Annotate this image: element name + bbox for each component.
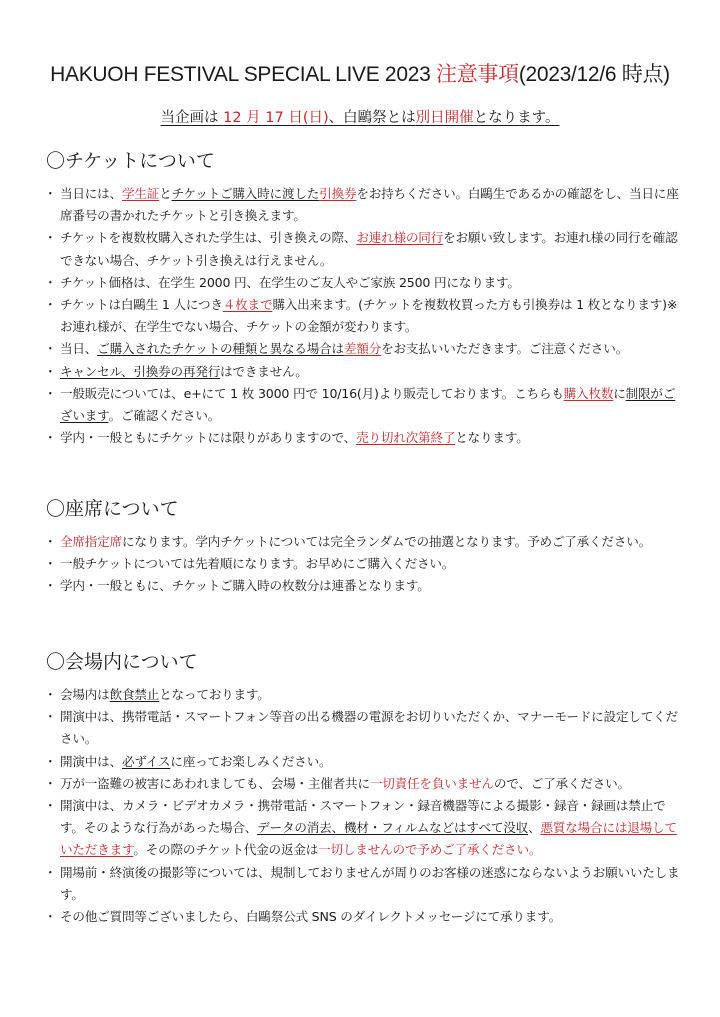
list-item [46, 383, 686, 427]
text-segment: 必ずイス [121, 753, 171, 769]
text-segment: ので、ご了承ください。 [493, 775, 630, 791]
subtitle-segment: 12 月 17 日(日) [223, 110, 329, 126]
text-segment: 悪質な場合には退場していただきます [60, 820, 677, 858]
text-segment: 開場前・終演後の撮影等については、規制しておりませんが周りのお客様の迷惑にならないようお願いいたします。 [60, 864, 680, 902]
subtitle-segment: となります。 [473, 110, 560, 126]
text-segment: 。ご確認ください。 [108, 408, 221, 424]
subtitle-segment: 別日開催 [415, 110, 474, 126]
list-item [46, 862, 686, 906]
text-segment: チケットご購入時に渡した [171, 186, 320, 201]
text-segment: 会場内は [60, 687, 110, 702]
text-segment: 一般チケットについては先着順になります。お早めにご購入ください。 [60, 556, 455, 572]
text-segment: をお支払いいただきます。ご注意ください。 [381, 341, 628, 357]
section-heading: 〇チケットについて [46, 150, 215, 172]
list-item [46, 294, 686, 338]
list-item [46, 227, 686, 271]
text-segment: 学内・一般ともにチケットには限りがありますので、 [60, 430, 357, 446]
event-date-text [161, 110, 560, 126]
text-segment: キャンセル、引換券の再発行 [60, 363, 221, 379]
text-segment: はできません。 [220, 363, 308, 379]
text-segment: と [159, 186, 172, 201]
list-item [46, 531, 686, 553]
text-segment: 一切しませんので予めご了承ください。 [318, 842, 542, 858]
title-notice: 注意事項 [436, 63, 519, 86]
section-heading: 〇座席について [46, 498, 179, 520]
event-date-notice [0, 106, 720, 127]
text-segment: 当日には、 [60, 186, 122, 201]
text-segment: チケットを複数枚購入された学生は、引き換えの際、 [60, 230, 357, 246]
subtitle-segment: 、白鷗祭とは [328, 110, 416, 126]
section-seats [46, 494, 686, 598]
title-main: HAKUOH FESTIVAL SPECIAL LIVE 2023 [50, 63, 436, 86]
text-segment: 学内・一般ともに、チケットご購入時の枚数分は連番となります。 [60, 578, 430, 594]
list-item [46, 361, 686, 383]
text-segment: 一切責任を負いません [369, 775, 494, 791]
text-segment: 購入枚数 [563, 385, 614, 401]
text-segment: 。その際のチケット代金の返金は [133, 842, 319, 858]
text-segment: データの消去、機材・フィルムなどはすべて没収 [257, 820, 529, 836]
text-segment: チケット価格は、在学生 2000 円、在学生のご友人やご家族 2500 円になります。 [60, 274, 520, 290]
text-segment: ４枚まで [222, 297, 273, 313]
text-segment: 全席指定席 [60, 534, 122, 549]
text-segment: 開演中は、カメラ・ビデオカメラ・携帯電話・スマートフォン・録音機器等による撮影・録音・録画は禁止です。そのような行為があった場合、 [60, 798, 666, 836]
text-segment: 当日、 [60, 341, 98, 357]
text-segment: となっております。 [159, 687, 270, 702]
list-item [46, 183, 686, 227]
text-segment: 開演中は、 [60, 753, 122, 769]
text-segment: 差額分 [343, 341, 382, 357]
text-segment: ご購入されたチケットの種類と異なる場合は [97, 341, 344, 357]
text-segment: 万が一盗難の被害にあわれましても、会場・主催者共に [60, 775, 370, 791]
text-segment: に [613, 385, 626, 401]
venue-list [46, 684, 686, 928]
list-item [46, 553, 686, 575]
text-segment: をお願い致します。お連れ様の同行を確認できない場合、チケット引き換えは行えません。 [60, 230, 678, 268]
text-segment: 、 [528, 820, 541, 836]
section-tickets [46, 146, 686, 449]
list-item [46, 338, 686, 360]
seat-list [46, 531, 686, 598]
text-segment: となります。 [455, 430, 529, 446]
list-item [46, 751, 686, 773]
text-segment: その他ご質問等ございましたら、白鷗祭公式 SNS のダイレクトメッセージにて承ります。 [60, 909, 561, 925]
subtitle-segment: 当企画は [160, 110, 224, 126]
text-segment: 売り切れ次第終了 [356, 430, 456, 446]
list-item [46, 795, 686, 862]
page-title [0, 58, 720, 88]
text-segment: 一般販売については、e+にて 1 枚 3000 円で 10/16(月)より販売しております。こちらも [60, 385, 564, 401]
list-item [46, 706, 686, 750]
text-segment: 飲食禁止 [109, 687, 160, 702]
text-segment: お連れ様の同行 [356, 230, 444, 246]
title-date: (2023/12/6 時点) [518, 63, 670, 86]
text-segment: チケットは白鷗生 1 人につき [60, 297, 223, 313]
list-item [46, 575, 686, 597]
text-segment: 学生証 [121, 186, 160, 201]
list-item [46, 272, 686, 294]
text-segment: 開演中は、携帯電話・スマートフォン等音の出る機器の電源をお切りいただくか、マナーモードに設定してください。 [60, 709, 678, 747]
list-item [46, 773, 686, 795]
list-item [46, 906, 686, 928]
section-venue [46, 647, 686, 928]
ticket-list [46, 183, 686, 449]
section-heading: 〇会場内について [46, 651, 198, 673]
list-item [46, 684, 686, 706]
text-segment: 制限がございます [60, 385, 676, 424]
text-segment: になります。学内チケットについては完全ランダムでの抽選となります。予めご了承ください。 [121, 534, 652, 549]
text-segment: 購入出来ます。(チケットを複数枚買った方も引換券は 1 枚となります)※お連れ様が、在学生でない場合、チケットの金額が変わります。 [60, 297, 678, 335]
text-segment: をお持ちください。白鷗生であるかの確認をし、当日に座席番号の書かれたチケットと引き換えます。 [60, 186, 679, 224]
text-segment: に座ってお楽しみください。 [170, 753, 332, 769]
list-item [46, 427, 686, 449]
text-segment: 引換券 [319, 186, 357, 201]
